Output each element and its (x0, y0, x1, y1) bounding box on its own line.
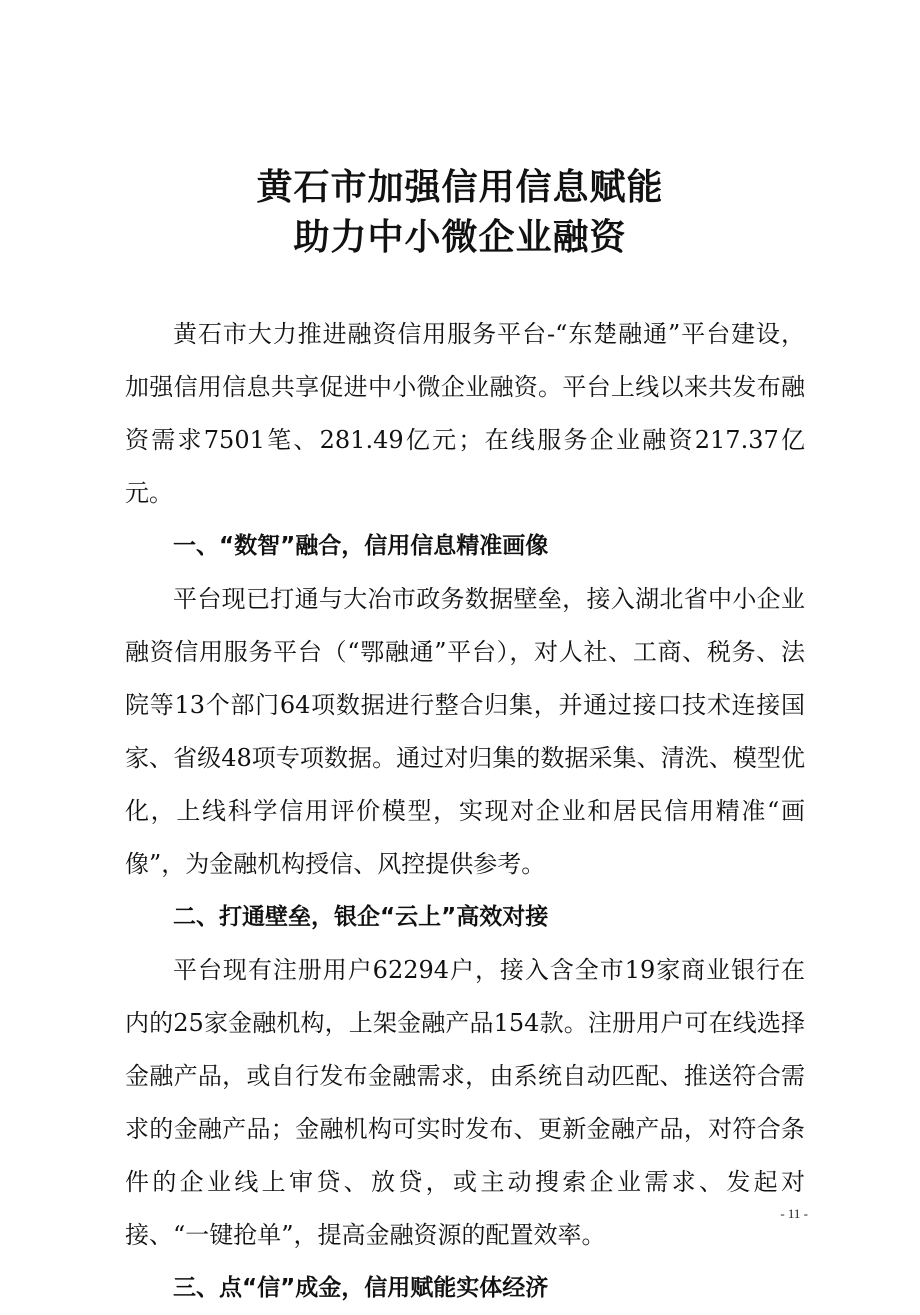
section3-heading: 三、点“信”成金，信用赋能实体经济 (173, 1275, 549, 1301)
document-body (125, 308, 805, 1315)
page-number: - 11 - (780, 1206, 808, 1221)
intro-paragraph: 黄石市大力推进融资信用服务平台-“东楚融通”平台建设，加强信用信息共享促进中小微企业融资。平台上线以来共发布融资需求7501笔、281.49亿元；在线服务企业融资217.37亿元。 (125, 320, 805, 507)
section1-heading: 一、“数智”融合，信用信息精准画像 (173, 533, 549, 559)
section1-paragraph: 平台现已打通与大冶市政务数据壁垒，接入湖北省中小企业融资信用服务平台（“鄂融通”平台），对人社、工商、税务、法院等13个部门64项数据进行整合归集，并通过接口技术连接国家、省级48项专项数据。通过对归集的数据采集、清洗、模型优化，上线科学信用评价模型，实现对企业和居民信用精准“画像”，为金融机构授信、风控提供参考。 (125, 585, 805, 878)
document-title-line2: 助力中小微企业融资 (293, 216, 627, 258)
document-title-line1: 黄石市加强信用信息赋能 (256, 166, 664, 208)
section2-paragraph: 平台现有注册用户62294户，接入含全市19家商业银行在内的25家金融机构，上架金融产品154款。注册用户可在线选择金融产品，或自行发布金融需求，由系统自动匹配、推送符合需求的金融产品；金融机构可实时发布、更新金融产品，对符合条件的企业线上审贷、放贷，或主动搜索企业需求、发起对接、“一键抢单”，提高金融资源的配置效率。 (125, 956, 805, 1249)
section2-heading: 二、打通壁垒，银企“云上”高效对接 (173, 904, 549, 930)
